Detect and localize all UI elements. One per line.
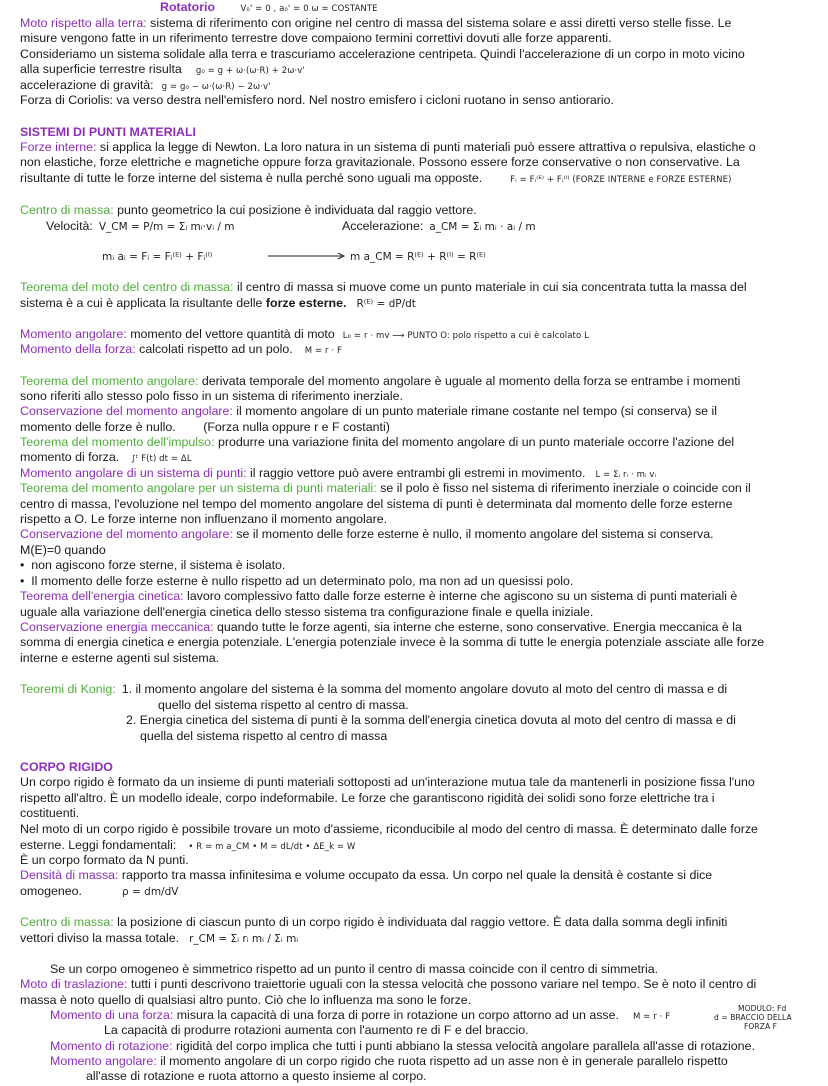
paragraph: Teorema del momento dell'impulso: produrre una variazione finita del momento angolare di un punto materiale occorre l'azione del [20, 435, 735, 449]
text-line: Velocità: V_CM = P/m = Σᵢ mᵢ·vᵢ / m [46, 219, 235, 233]
term: Momento di rotazione: [50, 1039, 173, 1053]
handwritten-formula: L₀ = r · mv ⟶ PUNTO O: polo rispetto a cui è calcolato L [342, 331, 589, 341]
term: Teorema dell'energia cinetica: [20, 589, 184, 603]
text-line: interne e esterne agenti sul sistema. [20, 651, 220, 665]
text-line: sono riferiti allo stesso polo fisso in un sistema di riferimento inerziale. [20, 389, 403, 403]
term: Conservazione del momento angolare: [20, 527, 233, 541]
paragraph: Momento di rotazione: rigidità del corpo implica che tutti i punti abbiano la stessa velocità angolare parallela all'asse di rotazione. [50, 1039, 755, 1053]
konig-item-1: Teoremi di Konig: 1. il momento angolare del sistema è la somma del momento angolare dovuto al moto del centro di massa e di [20, 682, 728, 696]
term: Momento angolare di un sistema di punti: [20, 466, 247, 480]
text-line: Se un corpo omogeneo è simmetrico rispetto ad un punto il centro di massa coincide con il centro di simmetria. [50, 962, 659, 976]
handwritten-formula: ∫ᵗ F(t) dt = ΔL [131, 454, 192, 464]
handwritten-formula: V₀' = 0 , a₀' = 0 ω = COSTANTE [240, 4, 378, 14]
paragraph: Conservazione del momento angolare: se il momento delle forze esterne è nullo, il momento angolare del sistema si conserva. [20, 527, 714, 541]
list-item: • Il momento delle forze esterne è nullo rispetto ad un determinato polo, ma non ad un quesissi polo. [20, 574, 574, 588]
text-line: accelerazione di gravità: g = g₀ − ω·(ω·R) − 2ω·v' [20, 78, 271, 92]
text-line: risultante di tutte le forze interne del sistema è nulla perché sono uguali ma opposte. Fᵢ = Fᵢ⁽ᴱ⁾ + Fᵢ⁽ᴵ⁾ (FORZE INTERNE e FORZE ESTERNE) [20, 171, 732, 185]
text-line: Nel moto di un corpo rigido è possibile trovare un moto d'assieme, riconducibile al modo del centro di massa. È determinato dalle forze [20, 822, 758, 836]
paragraph: Momento di una forza: misura la capacità di una forza di porre in rotazione un corpo attorno ad un asse. M = r · F [50, 1008, 671, 1022]
paragraph: Centro di massa: punto geometrico la cui posizione è individuata dal raggio vettore. [20, 203, 477, 217]
text-line: rispetto all'altro. È un modello ideale, corpo indeformabile. Le forze che garantiscono rigidità dei solidi sono forze elettriche tra i [20, 791, 715, 805]
text-line: misure vengono fatte in un riferimento terrestre dove compaiono termini correttivi dovuti alle forze apparenti. [20, 31, 612, 45]
handwritten-formula: r_CM = Σᵢ rᵢ mᵢ / Σᵢ mᵢ [189, 933, 299, 945]
handwritten-formula: Fᵢ = Fᵢ⁽ᴱ⁾ + Fᵢ⁽ᴵ⁾ (FORZE INTERNE e FORZE ESTERNE) [510, 175, 732, 185]
text-line: omogeneo. ρ = dm/dV [20, 884, 179, 898]
handwritten-formula: mᵢ aᵢ = Fᵢ = Fᵢ⁽ᴱ⁾ + Fᵢ⁽ᴵ⁾ [102, 251, 213, 263]
handwritten-formula: V_CM = P/m = Σᵢ mᵢ·vᵢ / m [98, 221, 235, 233]
term: Densità di massa: [20, 868, 119, 882]
text-line: Accelerazione: a_CM = Σᵢ mᵢ · aᵢ / m [342, 219, 536, 233]
konig-item-2: 2. Energia cinetica del sistema di punti è la somma dell'energia cinetica dovuta al moto del centro di massa e di [126, 713, 736, 727]
text-line: vettori diviso la massa totale. r_CM = Σᵢ rᵢ mᵢ / Σᵢ mᵢ [20, 931, 299, 945]
paragraph: Conservazione energia meccanica: quando tutte le forze agenti, sia interne che esterne, sono conservative. Energia meccanica è la [20, 620, 742, 634]
text-line: Momento della forza: calcolati rispetto ad un polo. M = r · F [20, 342, 342, 356]
text-line: rispetto a O. Le forze interne non influenzano il momento angolare. [20, 512, 388, 526]
text-line: uguale alla variazione dell'energia cinetica dello stesso sistema tra configurazione finale e quella iniziale. [20, 605, 594, 619]
paragraph: Densità di massa: rapporto tra massa infinitesima e volume occupato da essa. Un corpo nel quale la densità è costante si dice [20, 868, 713, 882]
text-line: La capacità di produrre rotazioni aumenta con l'aumento re di F e del braccio. [104, 1023, 529, 1037]
text-line: centro di massa, l'evoluzione nel tempo del momento angolare del sistema di punti è determinata dal momento delle forze esterne [20, 497, 733, 511]
text-line: momento di forza. ∫ᵗ F(t) dt = ΔL [20, 450, 192, 464]
handwritten-formula: • R = m a_CM • M = dL/dt • ΔE_k = W [188, 842, 356, 852]
text-line: alla superficie terrestre risulta g₀ = g + ω·(ω·R) + 2ω·v' [20, 62, 305, 76]
arrow-icon [268, 250, 348, 266]
handwritten-formula: M = r · F [304, 346, 342, 356]
term: Centro di massa: [20, 915, 114, 929]
paragraph: Momento angolare: il momento angolare di un corpo rigido che ruota rispetto ad un asse non è in generale parallelo rispetto [50, 1054, 728, 1068]
paragraph: Teorema del moto del centro di massa: il centro di massa si muove come un punto materiale in cui sia concentrata tutta la massa del [20, 280, 747, 294]
section-heading: SISTEMI DI PUNTI MATERIALI [20, 125, 196, 139]
paragraph: Teorema del momento angolare: derivata temporale del momento angolare è uguale al momento della forza se entrambe i momenti [20, 374, 741, 388]
term: Moto di traslazione: [20, 977, 128, 991]
handwritten-formula: L = Σᵢ rᵢ · mᵢ vᵢ [595, 470, 657, 480]
handwritten-note: MODULO: Fd d = BRACCIO DELLA FORZA F [714, 1004, 792, 1031]
term: Momento della forza: [20, 342, 136, 356]
term: Teorema del momento angolare per un sistema di punti materiali: [20, 481, 377, 495]
paragraph: Conservazione del momento angolare: il momento angolare di un punto materiale rimane costante nel tempo (si conserva) se il [20, 404, 718, 418]
handwritten-formula: g₀ = g + ω·(ω·R) + 2ω·v' [195, 66, 305, 76]
handwritten-formula: m a_CM = R⁽ᴱ⁾ + R⁽ᴵ⁾ = R⁽ᴱ⁾ [350, 251, 486, 263]
text-line: costituenti. [20, 806, 80, 820]
paragraph: Moto rispetto alla terra: sistema di riferimento con origine nel centro di massa del sistema solare e assi diretti verso stelle fisse. Le [20, 16, 732, 30]
text-line: quello del sistema rispetto al centro di massa. [158, 698, 409, 712]
list-item: • non agiscono forze sterne, il sistema è isolato. [20, 558, 286, 572]
handwritten-formula: R⁽ᴱ⁾ = dP/dt [356, 298, 416, 310]
text-line: all'asse di rotazione e ruota attorno a questo insieme al corpo. [86, 1069, 427, 1083]
text-line: Momento angolare: momento del vettore quantità di moto L₀ = r · mv ⟶ PUNTO O: polo rispetto a cui è calcolato L [20, 327, 589, 341]
handwritten-formula: ρ = dm/dV [122, 886, 179, 898]
term: Teorema del moto del centro di massa: [20, 280, 234, 294]
paragraph: Teorema del momento angolare per un sistema di punti materiali: se il polo è fisso nel sistema di riferimento inerziale o coincide con il [20, 481, 751, 495]
paragraph: Moto di traslazione: tutti i punti descrivono traiettorie uguali con la stessa velocità che possono variare nel tempo. Se è noto il centro di [20, 977, 757, 991]
text-line: M(E)=0 quando [20, 543, 106, 557]
text-line: sistema è a cui è applicata la risultante delle forze esterne. R⁽ᴱ⁾ = dP/dt [20, 296, 416, 310]
section-title: Rotatorio [160, 0, 216, 14]
text-line: quella del sistema rispetto al centro di massa [140, 729, 388, 743]
text-line: massa è noto quello di qualsiasi altro punto. Ciò che lo influenza ma sono le forze. [20, 993, 472, 1007]
text-line: esterne. Leggi fondamentali: • R = m a_CM • M = dL/dt • ΔE_k = W [20, 838, 356, 852]
term: Momento di una forza: [50, 1008, 174, 1022]
bullet-icon: • [20, 558, 32, 572]
text-line: Consideriamo un sistema solidale alla terra e trascuriamo accelerazione centripeta. Quindi l'accelerazione di un corpo in moto vicino [20, 47, 745, 61]
handwritten-formula: M = r · F [632, 1012, 671, 1022]
text-line: momento delle forze è nullo. (Forza nulla oppure r e F costanti) [20, 420, 390, 434]
text-line: Forza di Coriolis: va verso destra nell'emisfero nord. Nel nostro emisfero i cicloni ruotano in senso antiorario. [20, 93, 614, 107]
term: Momento angolare: [20, 327, 127, 341]
term: Forze interne: [20, 140, 97, 154]
term: Teoremi di Konig: [20, 682, 116, 696]
text-line: Un corpo rigido è formato da un insieme di punti materiali sottoposti ad un'interazione mutua tale da mantenerli in posizione fissa l'uno [20, 775, 755, 789]
section-heading: CORPO RIGIDO [20, 760, 113, 774]
term: Moto rispetto alla terra: [20, 16, 147, 30]
text-line: È un corpo formato da N punti. [20, 853, 189, 867]
term: Teorema del momento dell'impulso: [20, 435, 215, 449]
handwritten-formula: g = g₀ − ω·(ω·R) − 2ω·v' [161, 82, 271, 92]
paragraph: Centro di massa: la posizione di ciascun punto di un corpo rigido è individuata dal raggio vettore. È data dalla somma degli infiniti [20, 915, 728, 929]
term: Centro di massa: [20, 203, 114, 217]
term: Teorema del momento angolare: [20, 374, 199, 388]
paragraph: Momento angolare di un sistema di punti: il raggio vettore può avere entrambi gli estremi in movimento. L = Σᵢ rᵢ · mᵢ vᵢ [20, 466, 657, 480]
handwritten-formula: a_CM = Σᵢ mᵢ · aᵢ / m [429, 221, 536, 233]
term: Conservazione del momento angolare: [20, 404, 233, 418]
text-line: non elastiche, forze elettriche e magnetiche oppure forza gravitazionale. Possono essere forze conservative o non conservative. La [20, 155, 740, 169]
paragraph: Teorema dell'energia cinetica: lavoro complessivo fatto dalle forze esterne è interne che agiscono su un sistema di punti materiali è [20, 589, 738, 603]
text-line: somma di energia cinetica e energia potenziale. L'energia potenziale invece è la somma di tutte le energia potenziale assciate alle forze [20, 635, 765, 649]
paragraph: Forze interne: si applica la legge di Newton. La loro natura in un sistema di punti materiali può essere attrattiva o repulsiva, elastiche o [20, 140, 756, 154]
rotatorio-line [160, 0, 378, 17]
term: Momento angolare: [50, 1054, 157, 1068]
term: Conservazione energia meccanica: [20, 620, 214, 634]
bullet-icon: • [20, 574, 32, 588]
